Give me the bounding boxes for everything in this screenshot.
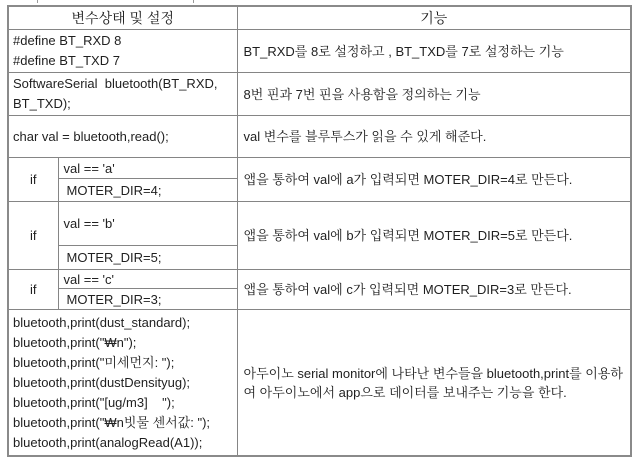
code-line: bluetooth,print("[ug/m3] ");	[13, 394, 175, 410]
desc-cell-if-c: 앱을 통하여 val에 c가 입력되면 MOTER_DIR=3로 만든다.	[237, 270, 631, 310]
code-line: bluetooth,print(dustDensityug);	[13, 374, 191, 390]
if-c-condition: val == 'c'	[58, 270, 237, 289]
code-line: bluetooth,print(analogRead(A1));	[13, 434, 203, 450]
desc-cell-bluetooth-print: 아두이노 serial monitor에 나타난 변수들을 bluetooth,print를 이용하여 아두이노에서 app으로 데이터를 보내주는 기능을 한다.	[237, 310, 631, 457]
if-b-action: MOTER_DIR=5;	[58, 246, 237, 270]
code-line: char val = bluetooth,read();	[13, 128, 169, 144]
if-b-keyword: if	[8, 202, 58, 270]
desc-cell-define: BT_RXD를 8로 설정하고 , BT_TXD를 7로 설정하는 기능	[237, 30, 631, 73]
desc-cell-if-a: 앱을 통하여 val에 a가 입력되면 MOTER_DIR=4로 만든다.	[237, 158, 631, 202]
table-row-bluetooth-print	[8, 310, 631, 457]
desc-cell-if-b: 앱을 통하여 val에 b가 입력되면 MOTER_DIR=5로 만든다.	[237, 202, 631, 270]
code-line: BT_TXD);	[13, 96, 71, 111]
table-row-if-a	[8, 158, 631, 179]
crop-artifact	[37, 0, 38, 3]
code-line: bluetooth,print(dust_standard);	[13, 314, 191, 330]
table-row-if-b	[8, 202, 631, 246]
code-line: bluetooth,print("미세먼지: ");	[13, 354, 175, 370]
desc-cell-charval: val 변수를 블루투스가 읽을 수 있게 해준다.	[237, 116, 631, 158]
header-variable-settings: 변수상태 및 설정	[8, 6, 237, 30]
if-c-action: MOTER_DIR=3;	[58, 289, 237, 310]
table-row-define	[8, 30, 631, 73]
table-header-row	[8, 6, 631, 30]
if-b-condition: val == 'b'	[58, 202, 237, 246]
code-cell-softwareserial	[8, 73, 237, 116]
table-row-softwareserial	[8, 73, 631, 116]
desc-cell-softwareserial: 8번 핀과 7번 핀을 사용함을 정의하는 기능	[237, 73, 631, 116]
code-cell-bluetooth-print	[8, 310, 237, 457]
code-line: bluetooth,print("₩n");	[13, 334, 137, 350]
if-a-keyword: if	[8, 158, 58, 202]
if-c-keyword: if	[8, 270, 58, 310]
if-a-action: MOTER_DIR=4;	[58, 179, 237, 202]
code-cell-define	[8, 30, 237, 73]
crop-artifact	[193, 0, 194, 3]
code-line: #define BT_RXD 8	[13, 33, 122, 48]
code-line: SoftwareSerial bluetooth(BT_RXD,	[13, 76, 218, 91]
code-line: bluetooth,print("₩n빗물 센서값: ");	[13, 414, 211, 430]
code-function-table	[7, 5, 632, 457]
if-a-condition: val == 'a'	[58, 158, 237, 179]
header-function: 기능	[237, 6, 631, 30]
code-line: #define BT_TXD 7	[13, 53, 120, 68]
table-row-charval	[8, 116, 631, 158]
table-row-if-c	[8, 270, 631, 289]
code-cell-charval	[8, 116, 237, 158]
